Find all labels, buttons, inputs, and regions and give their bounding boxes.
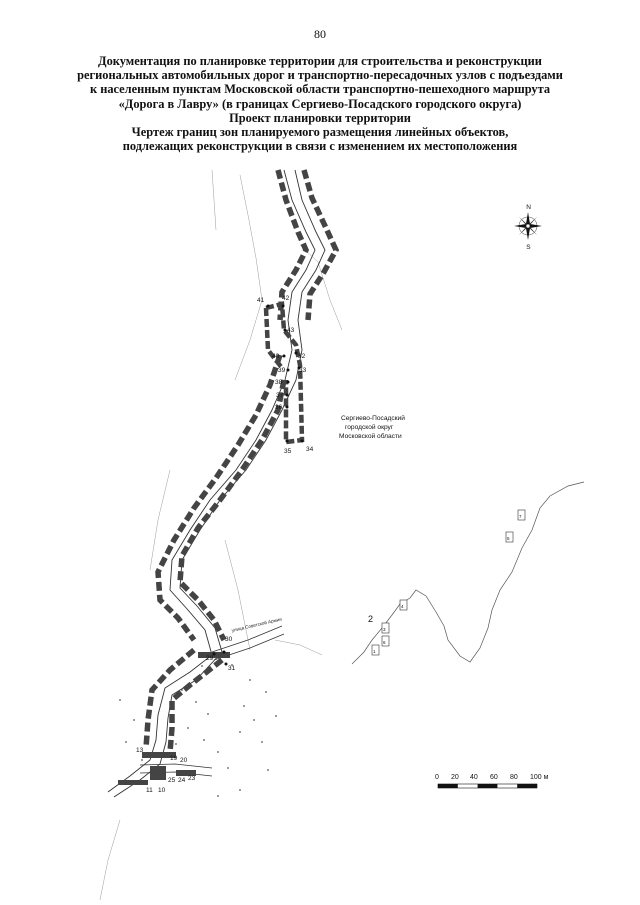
scale-tick-label: 100 м: [530, 774, 549, 781]
scale-bar: [435, 774, 549, 788]
title-line: к населенным пунктам Московской области транспортно-пешеходного маршрута: [89, 82, 551, 97]
region-label-line: Московской области: [339, 433, 402, 440]
point-label: 40: [272, 353, 280, 360]
scale-tick-label: 0: [435, 774, 439, 781]
compass-north-label: N: [526, 204, 531, 211]
point-label: 33: [299, 367, 307, 374]
point-label: 38: [275, 379, 283, 386]
scale-tick-label: 40: [470, 774, 478, 781]
region-label: [339, 414, 405, 440]
point-label: 37: [276, 392, 284, 399]
scale-tick-label: 20: [451, 774, 459, 781]
point-label: 32: [298, 353, 306, 360]
point-label: 19: [170, 755, 178, 762]
point-label: 29: [206, 655, 214, 662]
point-label: 41: [257, 297, 265, 304]
point-label: 34: [306, 446, 314, 453]
point-label: 3: [383, 627, 386, 632]
point-label: 1: [373, 649, 376, 654]
vegetation-dots: [119, 664, 277, 797]
point-label: 36: [275, 404, 283, 411]
point-label: 13: [136, 747, 144, 754]
road: [108, 170, 325, 797]
point-label: 39: [278, 367, 286, 374]
compass-south-label: S: [526, 244, 531, 251]
compass-icon: [514, 204, 542, 251]
title-line: региональных автомобильных дорог и транспортно-пересадочных узлов с подъездами: [77, 68, 563, 83]
title-line: Проект планировки территории: [229, 110, 411, 125]
point-label: 6: [383, 640, 386, 645]
scale-tick-label: 80: [510, 774, 518, 781]
zone-boundary: [146, 170, 336, 752]
boundary-point-labels: [368, 514, 522, 654]
point-label: 24: [178, 777, 186, 784]
point-label: 5: [507, 536, 510, 541]
point-label: 43: [287, 327, 295, 334]
title-line: подлежащих реконструкции в связи с изменением их местоположения: [122, 139, 518, 154]
point-label: 31: [228, 665, 236, 672]
boundary-sheet-markers: [372, 510, 525, 655]
point-label: 42: [282, 295, 290, 302]
point-label: 4: [401, 604, 404, 609]
point-label: 20: [180, 757, 188, 764]
region-label-line: городской округ: [345, 424, 394, 431]
point-label: 7: [519, 514, 522, 519]
point-label: 30: [225, 636, 233, 643]
point-label: 2: [368, 614, 374, 624]
scale-tick-label: 60: [490, 774, 498, 781]
title-line: «Дорога в Лавру» (в границах Сергиево-Посадского городского округа): [118, 96, 522, 111]
title-line: Документация по планировке территории для строительства и реконструкции: [98, 54, 542, 68]
title-line: Чертеж границ зон планируемого размещения линейных объектов,: [131, 125, 509, 140]
point-label: 10: [158, 787, 166, 794]
point-label: 25: [168, 777, 176, 784]
street-label: улица Советской Армии: [231, 616, 283, 633]
point-label: 11: [146, 787, 153, 794]
terrain-lines: [100, 170, 342, 900]
point-label: 23: [188, 775, 196, 782]
point-label: 35: [284, 448, 292, 455]
region-label-line: Сергиево-Посадский: [341, 415, 405, 422]
page-number: 80: [314, 27, 326, 41]
